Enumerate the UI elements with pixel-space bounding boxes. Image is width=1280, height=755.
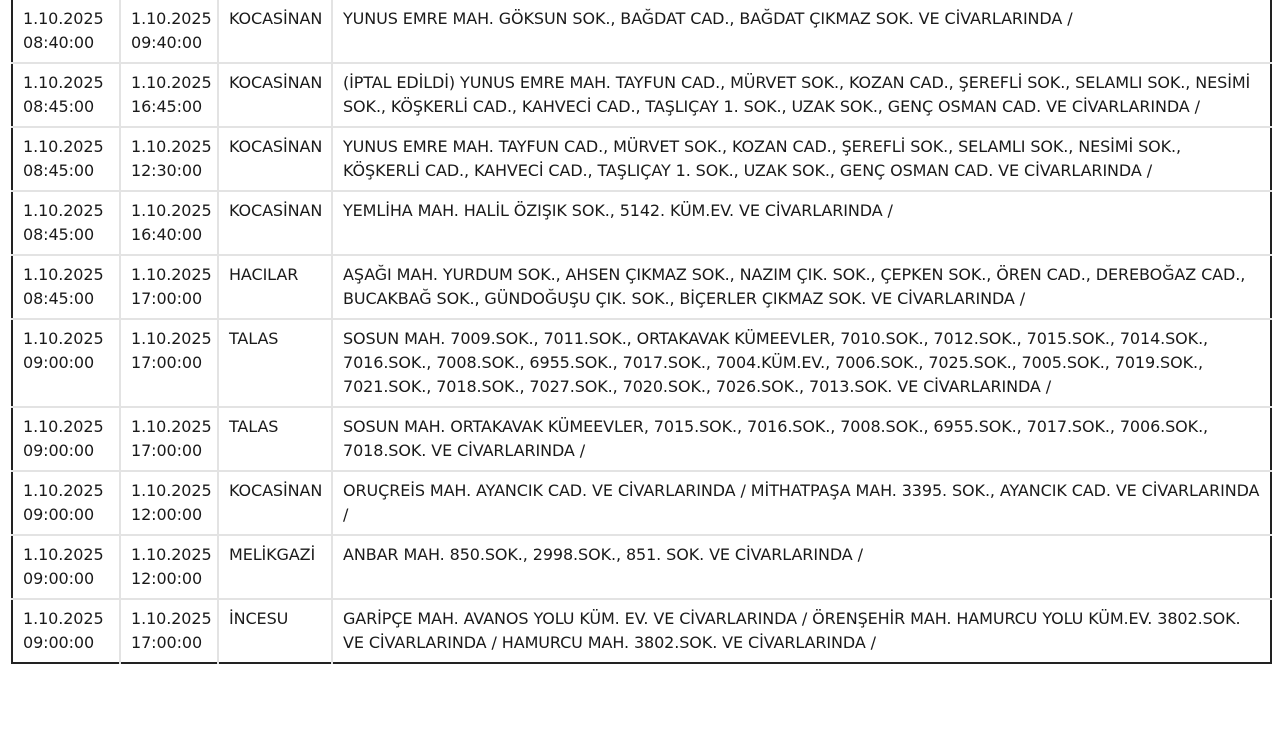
end-time: 17:00:00: [131, 353, 203, 372]
district-cell: [218, 535, 332, 599]
district-name: KOCASİNAN: [229, 481, 323, 500]
outage-description: ORUÇREİS MAH. AYANCIK CAD. VE CİVARLARINDA / MİTHATPAŞA MAH. 3395. SOK., AYANCIK CAD. VE CİVARLARINDA /: [343, 481, 1260, 524]
outage-description: YEMLİHA MAH. HALİL ÖZIŞIK SOK., 5142. KÜM.EV. VE CİVARLARINDA /: [343, 201, 893, 220]
start-date: 1.10.2025: [23, 137, 104, 156]
start-time: 08:45:00: [23, 289, 95, 308]
district-name: MELİKGAZİ: [229, 545, 316, 564]
district-cell: [218, 599, 332, 663]
end-time: 17:00:00: [131, 441, 203, 460]
end-datetime-cell: [120, 63, 218, 127]
start-date: 1.10.2025: [23, 329, 104, 348]
table-row: [12, 255, 1271, 319]
end-time: 12:00:00: [131, 569, 203, 588]
table-row: [12, 599, 1271, 663]
table-row: [12, 191, 1271, 255]
outage-description: ANBAR MAH. 850.SOK., 2998.SOK., 851. SOK. VE CİVARLARINDA /: [343, 545, 863, 564]
district-name: KOCASİNAN: [229, 9, 323, 28]
end-date: 1.10.2025: [131, 201, 212, 220]
end-date: 1.10.2025: [131, 9, 212, 28]
end-date: 1.10.2025: [131, 609, 212, 628]
end-date: 1.10.2025: [131, 265, 212, 284]
start-date: 1.10.2025: [23, 201, 104, 220]
start-datetime-cell: [12, 407, 120, 471]
district-cell: [218, 127, 332, 191]
start-datetime-cell: [12, 191, 120, 255]
start-time: 09:00:00: [23, 505, 95, 524]
description-cell: [332, 0, 1271, 63]
end-datetime-cell: [120, 319, 218, 407]
district-name: KOCASİNAN: [229, 137, 323, 156]
start-date: 1.10.2025: [23, 265, 104, 284]
description-cell: [332, 407, 1271, 471]
district-cell: [218, 471, 332, 535]
end-time: 12:00:00: [131, 505, 203, 524]
table-row: [12, 0, 1271, 63]
start-datetime-cell: [12, 599, 120, 663]
outage-description: AŞAĞI MAH. YURDUM SOK., AHSEN ÇIKMAZ SOK., NAZIM ÇIK. SOK., ÇEPKEN SOK., ÖREN CAD., DEREBOĞAZ CAD., BUCAKBAĞ SOK., GÜNDOĞUŞU ÇIK. SOK., BİÇERLER ÇIKMAZ SOK. VE CİVARLARINDA /: [343, 265, 1246, 308]
district-name: TALAS: [229, 417, 279, 436]
start-date: 1.10.2025: [23, 9, 104, 28]
end-datetime-cell: [120, 471, 218, 535]
table-row: [12, 471, 1271, 535]
end-datetime-cell: [120, 255, 218, 319]
end-time: 17:00:00: [131, 289, 203, 308]
end-date: 1.10.2025: [131, 545, 212, 564]
description-cell: [332, 471, 1271, 535]
start-datetime-cell: [12, 471, 120, 535]
end-datetime-cell: [120, 599, 218, 663]
outage-description: SOSUN MAH. 7009.SOK., 7011.SOK., ORTAKAVAK KÜMEEVLER, 7010.SOK., 7012.SOK., 7015.SOK., 7014.SOK., 7016.SOK., 7008.SOK., 6955.SOK., 7017.SOK., 7004.KÜM.EV., 7006.SOK., 7025.SOK., 7005.SOK., 7019.SOK., 7021.SOK., 7018.SOK., 7027.SOK., 7020.SOK., 7026.SOK., 7013.SOK. VE CİVARLARINDA /: [343, 329, 1209, 396]
outage-description: YUNUS EMRE MAH. GÖKSUN SOK., BAĞDAT CAD., BAĞDAT ÇIKMAZ SOK. VE CİVARLARINDA /: [343, 9, 1073, 28]
power-outage-table: [11, 0, 1272, 664]
end-date: 1.10.2025: [131, 329, 212, 348]
table-row: [12, 63, 1271, 127]
table-row: [12, 407, 1271, 471]
start-time: 08:45:00: [23, 225, 95, 244]
description-cell: [332, 319, 1271, 407]
start-date: 1.10.2025: [23, 609, 104, 628]
end-date: 1.10.2025: [131, 481, 212, 500]
start-datetime-cell: [12, 319, 120, 407]
outage-table-body: [12, 0, 1271, 663]
end-time: 17:00:00: [131, 633, 203, 652]
start-datetime-cell: [12, 0, 120, 63]
end-time: 09:40:00: [131, 33, 203, 52]
start-time: 08:45:00: [23, 97, 95, 116]
end-time: 12:30:00: [131, 161, 203, 180]
district-name: KOCASİNAN: [229, 201, 323, 220]
district-cell: [218, 319, 332, 407]
table-row: [12, 319, 1271, 407]
district-cell: [218, 191, 332, 255]
description-cell: [332, 255, 1271, 319]
outage-description: SOSUN MAH. ORTAKAVAK KÜMEEVLER, 7015.SOK., 7016.SOK., 7008.SOK., 6955.SOK., 7017.SOK., 7006.SOK., 7018.SOK. VE CİVARLARINDA /: [343, 417, 1209, 460]
district-cell: [218, 63, 332, 127]
start-time: 09:00:00: [23, 569, 95, 588]
start-time: 09:00:00: [23, 633, 95, 652]
end-time: 16:40:00: [131, 225, 203, 244]
end-datetime-cell: [120, 535, 218, 599]
description-cell: [332, 63, 1271, 127]
district-cell: [218, 255, 332, 319]
outage-description: YUNUS EMRE MAH. TAYFUN CAD., MÜRVET SOK., KOZAN CAD., ŞEREFLİ SOK., SELAMLI SOK., NESİMİ SOK., KÖŞKERLİ CAD., KAHVECİ CAD., TAŞLIÇAY 1. SOK., UZAK SOK., GENÇ OSMAN CAD. VE CİVARLARINDA /: [343, 137, 1182, 180]
start-time: 08:45:00: [23, 161, 95, 180]
district-name: TALAS: [229, 329, 279, 348]
start-datetime-cell: [12, 63, 120, 127]
start-time: 09:00:00: [23, 441, 95, 460]
district-name: KOCASİNAN: [229, 73, 323, 92]
end-datetime-cell: [120, 407, 218, 471]
start-datetime-cell: [12, 255, 120, 319]
district-cell: [218, 0, 332, 63]
start-date: 1.10.2025: [23, 73, 104, 92]
description-cell: [332, 191, 1271, 255]
start-date: 1.10.2025: [23, 545, 104, 564]
end-date: 1.10.2025: [131, 73, 212, 92]
description-cell: [332, 535, 1271, 599]
end-date: 1.10.2025: [131, 137, 212, 156]
start-time: 09:00:00: [23, 353, 95, 372]
start-date: 1.10.2025: [23, 481, 104, 500]
start-datetime-cell: [12, 535, 120, 599]
district-name: HACILAR: [229, 265, 299, 284]
end-datetime-cell: [120, 127, 218, 191]
district-cell: [218, 407, 332, 471]
end-datetime-cell: [120, 191, 218, 255]
table-row: [12, 127, 1271, 191]
end-datetime-cell: [120, 0, 218, 63]
end-time: 16:45:00: [131, 97, 203, 116]
start-datetime-cell: [12, 127, 120, 191]
description-cell: [332, 127, 1271, 191]
start-date: 1.10.2025: [23, 417, 104, 436]
outage-description: GARİPÇE MAH. AVANOS YOLU KÜM. EV. VE CİVARLARINDA / ÖRENŞEHİR MAH. HAMURCU YOLU KÜM.EV. 3802.SOK. VE CİVARLARINDA / HAMURCU MAH. 3802.SOK. VE CİVARLARINDA /: [343, 609, 1241, 652]
end-date: 1.10.2025: [131, 417, 212, 436]
outage-description: (İPTAL EDİLDİ) YUNUS EMRE MAH. TAYFUN CAD., MÜRVET SOK., KOZAN CAD., ŞEREFLİ SOK., SELAMLI SOK., NESİMİ SOK., KÖŞKERLİ CAD., KAHVECİ CAD., TAŞLIÇAY 1. SOK., UZAK SOK., GENÇ OSMAN CAD. VE CİVARLARINDA /: [343, 73, 1251, 116]
start-time: 08:40:00: [23, 33, 95, 52]
district-name: İNCESU: [229, 609, 289, 628]
description-cell: [332, 599, 1271, 663]
table-row: [12, 535, 1271, 599]
